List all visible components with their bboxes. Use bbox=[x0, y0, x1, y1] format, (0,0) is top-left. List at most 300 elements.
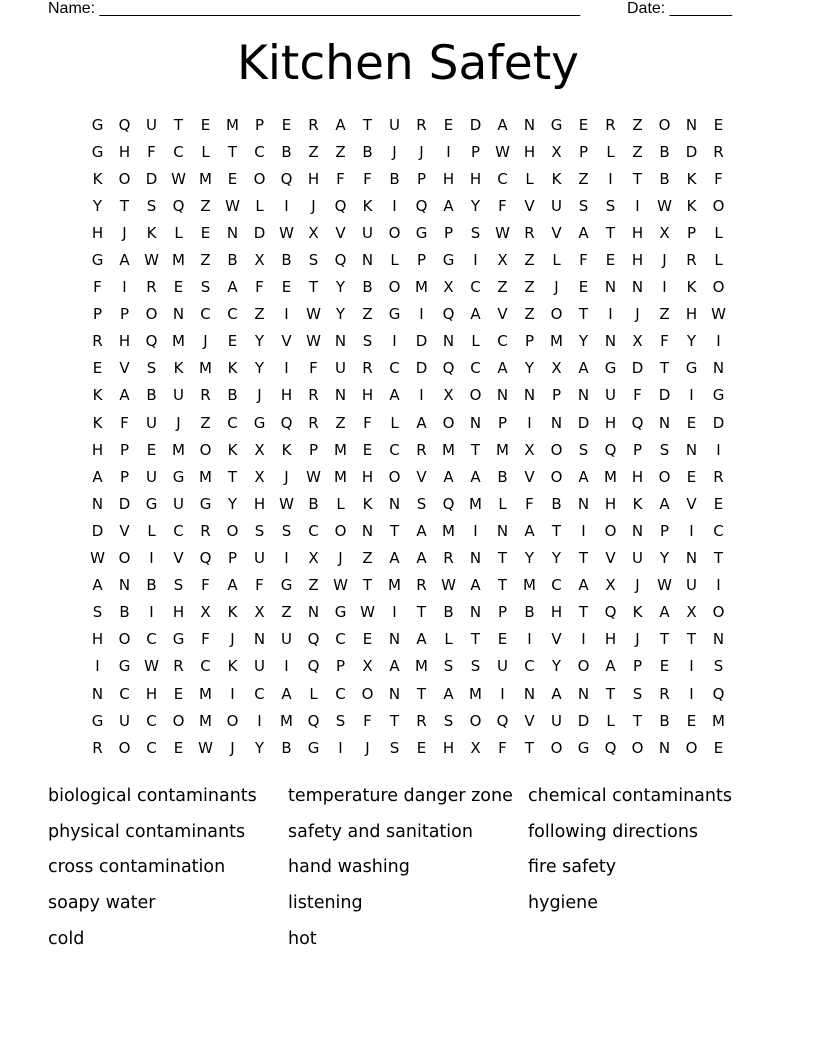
grid-letter: F bbox=[120, 413, 129, 432]
grid-letter: T bbox=[470, 630, 481, 649]
grid-letter: C bbox=[200, 657, 211, 676]
grid-letter: E bbox=[686, 467, 697, 486]
grid-letter: E bbox=[281, 278, 292, 297]
grid-letter: R bbox=[416, 440, 427, 459]
grid-letter: O bbox=[712, 196, 725, 215]
grid-letter: M bbox=[172, 440, 185, 459]
grid-letter: F bbox=[336, 169, 345, 188]
grid-letter: O bbox=[226, 521, 239, 540]
grid-letter: G bbox=[91, 251, 104, 270]
grid-letter: H bbox=[631, 223, 644, 242]
grid-letter: T bbox=[119, 196, 130, 215]
grid-letter: R bbox=[308, 413, 319, 432]
grid-letter: N bbox=[631, 278, 644, 297]
grid-letter: P bbox=[497, 603, 508, 622]
grid-letter: L bbox=[552, 251, 561, 270]
grid-letter: J bbox=[176, 413, 181, 432]
grid-letter: E bbox=[362, 630, 373, 649]
grid-letter: Y bbox=[686, 332, 697, 351]
grid-letter: A bbox=[416, 521, 427, 540]
grid-letter: X bbox=[470, 738, 481, 757]
word-bank-item: biological contaminants bbox=[48, 785, 257, 806]
grid-letter: Q bbox=[280, 169, 293, 188]
grid-letter: I bbox=[689, 386, 694, 405]
grid-letter: I bbox=[284, 549, 289, 568]
grid-letter: I bbox=[284, 359, 289, 378]
grid-letter: O bbox=[334, 521, 347, 540]
grid-letter: J bbox=[635, 576, 640, 595]
grid-letter: X bbox=[524, 440, 535, 459]
grid-letter: N bbox=[118, 576, 131, 595]
grid-letter: R bbox=[524, 223, 535, 242]
grid-letter: G bbox=[712, 386, 725, 405]
grid-letter: B bbox=[281, 251, 292, 270]
grid-letter: S bbox=[146, 359, 157, 378]
grid-letter: R bbox=[713, 142, 724, 161]
grid-letter: G bbox=[415, 223, 428, 242]
grid-letter: M bbox=[199, 684, 212, 703]
grid-letter: K bbox=[686, 278, 697, 297]
grid-letter: S bbox=[173, 576, 184, 595]
grid-letter: K bbox=[146, 223, 157, 242]
grid-letter: U bbox=[281, 630, 292, 649]
grid-letter: I bbox=[392, 196, 397, 215]
grid-letter: P bbox=[470, 142, 481, 161]
grid-letter: V bbox=[497, 305, 508, 324]
grid-letter: L bbox=[444, 630, 453, 649]
grid-letter: L bbox=[471, 332, 480, 351]
grid-letter: T bbox=[416, 684, 427, 703]
grid-letter: I bbox=[284, 657, 289, 676]
grid-letter: Y bbox=[659, 549, 670, 568]
grid-letter: G bbox=[604, 359, 617, 378]
grid-letter: L bbox=[714, 251, 723, 270]
grid-letter: N bbox=[604, 278, 617, 297]
grid-letter: Q bbox=[118, 115, 131, 134]
grid-letter: C bbox=[254, 142, 265, 161]
grid-letter: R bbox=[416, 115, 427, 134]
grid-letter: C bbox=[497, 169, 508, 188]
grid-letter: O bbox=[550, 440, 563, 459]
grid-letter: F bbox=[309, 359, 318, 378]
grid-letter: J bbox=[230, 738, 235, 757]
grid-letter: S bbox=[713, 657, 724, 676]
grid-letter: W bbox=[306, 332, 321, 351]
grid-letter: I bbox=[284, 305, 289, 324]
grid-letter: S bbox=[335, 711, 346, 730]
grid-letter: R bbox=[443, 549, 454, 568]
word-bank-item: hygiene bbox=[528, 893, 599, 914]
grid-letter: B bbox=[281, 142, 292, 161]
grid-letter: O bbox=[172, 711, 185, 730]
grid-letter: M bbox=[172, 251, 185, 270]
grid-letter: P bbox=[551, 386, 562, 405]
grid-letter: A bbox=[92, 576, 103, 595]
grid-letter: X bbox=[362, 657, 373, 676]
grid-letter: T bbox=[389, 521, 400, 540]
grid-letter: S bbox=[470, 223, 481, 242]
grid-letter: E bbox=[227, 332, 238, 351]
grid-letter: A bbox=[605, 657, 616, 676]
grid-letter: N bbox=[253, 630, 266, 649]
grid-letter: Y bbox=[335, 305, 346, 324]
grid-letter: K bbox=[362, 196, 373, 215]
grid-letter: H bbox=[604, 630, 617, 649]
grid-letter: B bbox=[659, 142, 670, 161]
grid-letter: O bbox=[388, 278, 401, 297]
grid-letter: C bbox=[470, 278, 481, 297]
grid-letter: U bbox=[686, 576, 697, 595]
grid-letter: W bbox=[657, 196, 672, 215]
grid-letter: O bbox=[442, 413, 455, 432]
grid-letter: P bbox=[416, 251, 427, 270]
grid-letter: E bbox=[659, 657, 670, 676]
grid-letter: A bbox=[416, 549, 427, 568]
grid-letter: C bbox=[173, 142, 184, 161]
grid-letter: X bbox=[200, 603, 211, 622]
grid-letter: N bbox=[577, 684, 590, 703]
grid-letter: U bbox=[551, 711, 562, 730]
grid-letter: M bbox=[469, 684, 482, 703]
grid-letter: N bbox=[91, 494, 104, 513]
grid-letter: P bbox=[335, 657, 346, 676]
grid-letter: Y bbox=[254, 738, 265, 757]
grid-letter: M bbox=[199, 467, 212, 486]
grid-letter: R bbox=[416, 711, 427, 730]
grid-letter: M bbox=[280, 711, 293, 730]
grid-letter: C bbox=[254, 684, 265, 703]
grid-letter: L bbox=[309, 684, 318, 703]
grid-letter: R bbox=[659, 684, 670, 703]
grid-letter: N bbox=[577, 494, 590, 513]
grid-letter: G bbox=[280, 576, 293, 595]
grid-letter: G bbox=[442, 251, 455, 270]
grid-letter: E bbox=[686, 413, 697, 432]
grid-letter: R bbox=[200, 386, 211, 405]
grid-letter: G bbox=[388, 305, 401, 324]
grid-letter: H bbox=[253, 494, 266, 513]
grid-letter: T bbox=[362, 115, 373, 134]
word-bank-item: temperature danger zone bbox=[288, 785, 513, 806]
grid-letter: J bbox=[257, 386, 262, 405]
grid-letter: R bbox=[92, 332, 103, 351]
grid-letter: Q bbox=[442, 305, 455, 324]
grid-letter: B bbox=[227, 386, 238, 405]
grid-letter: T bbox=[578, 549, 589, 568]
grid-letter: O bbox=[712, 278, 725, 297]
grid-letter: Z bbox=[659, 305, 670, 324]
grid-letter: I bbox=[689, 657, 694, 676]
grid-letter: F bbox=[255, 576, 264, 595]
grid-letter: G bbox=[307, 738, 320, 757]
grid-letter: S bbox=[281, 521, 292, 540]
grid-letter: H bbox=[604, 494, 617, 513]
grid-letter: I bbox=[419, 386, 424, 405]
grid-letter: X bbox=[443, 278, 454, 297]
grid-letter: E bbox=[713, 115, 724, 134]
grid-letter: A bbox=[389, 549, 400, 568]
grid-letter: C bbox=[335, 630, 346, 649]
grid-letter: B bbox=[362, 142, 373, 161]
grid-letter: S bbox=[362, 332, 373, 351]
grid-letter: X bbox=[659, 223, 670, 242]
grid-letter: D bbox=[577, 413, 590, 432]
grid-letter: J bbox=[554, 278, 559, 297]
grid-letter: Q bbox=[307, 711, 320, 730]
grid-letter: V bbox=[524, 467, 535, 486]
grid-letter: O bbox=[388, 467, 401, 486]
grid-letter: O bbox=[118, 738, 131, 757]
grid-letter: I bbox=[122, 278, 127, 297]
grid-letter: C bbox=[146, 738, 157, 757]
grid-letter: U bbox=[335, 359, 346, 378]
grid-letter: Q bbox=[442, 359, 455, 378]
grid-letter: F bbox=[201, 630, 210, 649]
grid-letter: S bbox=[470, 657, 481, 676]
grid-letter: I bbox=[230, 684, 235, 703]
grid-letter: Y bbox=[254, 359, 265, 378]
grid-letter: H bbox=[91, 223, 104, 242]
grid-letter: Y bbox=[524, 359, 535, 378]
grid-letter: T bbox=[227, 142, 238, 161]
grid-letter: W bbox=[657, 576, 672, 595]
grid-letter: P bbox=[497, 413, 508, 432]
grid-letter: B bbox=[308, 494, 319, 513]
grid-letter: Z bbox=[632, 115, 643, 134]
page-title: Kitchen Safety bbox=[237, 36, 579, 91]
grid-letter: T bbox=[605, 684, 616, 703]
grid-letter: P bbox=[92, 305, 103, 324]
grid-letter: W bbox=[279, 223, 294, 242]
grid-letter: A bbox=[578, 359, 589, 378]
grid-letter: S bbox=[632, 684, 643, 703]
grid-letter: J bbox=[284, 467, 289, 486]
grid-letter: H bbox=[91, 630, 104, 649]
grid-letter: X bbox=[308, 223, 319, 242]
grid-letter: I bbox=[95, 657, 100, 676]
grid-letter: P bbox=[308, 440, 319, 459]
grid-letter: K bbox=[92, 169, 103, 188]
grid-letter: O bbox=[550, 305, 563, 324]
name-field-label: Name: ______________________________________________________ bbox=[48, 0, 581, 17]
grid-letter: Z bbox=[308, 576, 319, 595]
grid-letter: O bbox=[712, 603, 725, 622]
grid-letter: E bbox=[578, 115, 589, 134]
grid-letter: I bbox=[662, 278, 667, 297]
grid-letter: K bbox=[551, 169, 562, 188]
grid-letter: A bbox=[497, 359, 508, 378]
grid-letter: S bbox=[659, 440, 670, 459]
grid-letter: A bbox=[470, 305, 481, 324]
word-bank-item: hot bbox=[288, 929, 317, 950]
grid-letter: Q bbox=[307, 630, 320, 649]
grid-letter: C bbox=[308, 521, 319, 540]
grid-letter: A bbox=[578, 223, 589, 242]
grid-letter: K bbox=[281, 440, 292, 459]
grid-letter: T bbox=[605, 223, 616, 242]
grid-letter: Y bbox=[551, 657, 562, 676]
grid-letter: N bbox=[712, 630, 725, 649]
grid-letter: Q bbox=[604, 738, 617, 757]
grid-letter: I bbox=[419, 305, 424, 324]
grid-letter: F bbox=[660, 332, 669, 351]
grid-letter: X bbox=[254, 251, 265, 270]
word-bank-item: safety and sanitation bbox=[288, 821, 473, 842]
grid-letter: T bbox=[524, 738, 535, 757]
grid-letter: C bbox=[119, 684, 130, 703]
grid-letter: S bbox=[146, 196, 157, 215]
grid-letter: N bbox=[91, 684, 104, 703]
grid-letter: L bbox=[498, 494, 507, 513]
grid-letter: C bbox=[524, 657, 535, 676]
grid-letter: A bbox=[416, 413, 427, 432]
grid-letter: A bbox=[281, 684, 292, 703]
grid-letter: E bbox=[200, 223, 211, 242]
grid-letter: M bbox=[469, 494, 482, 513]
grid-letter: U bbox=[254, 549, 265, 568]
grid-letter: Q bbox=[712, 684, 725, 703]
grid-letter: P bbox=[524, 332, 535, 351]
grid-letter: W bbox=[144, 657, 159, 676]
grid-letter: D bbox=[577, 711, 590, 730]
grid-letter: X bbox=[254, 467, 265, 486]
grid-letter: M bbox=[199, 169, 212, 188]
grid-letter: Z bbox=[335, 142, 346, 161]
grid-letter: V bbox=[281, 332, 292, 351]
grid-letter: U bbox=[551, 196, 562, 215]
grid-letter: K bbox=[686, 196, 697, 215]
grid-letter: J bbox=[635, 630, 640, 649]
grid-letter: R bbox=[362, 359, 373, 378]
grid-letter: S bbox=[254, 521, 265, 540]
grid-letter: O bbox=[631, 738, 644, 757]
grid-letter: C bbox=[200, 305, 211, 324]
grid-letter: Q bbox=[334, 251, 347, 270]
grid-letter: P bbox=[254, 115, 265, 134]
grid-letter: R bbox=[308, 115, 319, 134]
grid-letter: X bbox=[632, 332, 643, 351]
grid-letter: Y bbox=[524, 549, 535, 568]
grid-letter: K bbox=[227, 359, 238, 378]
grid-letter: H bbox=[442, 169, 455, 188]
grid-letter: F bbox=[525, 494, 534, 513]
grid-letter: N bbox=[523, 115, 536, 134]
grid-letter: H bbox=[631, 467, 644, 486]
grid-letter: M bbox=[523, 576, 536, 595]
grid-letter: T bbox=[632, 169, 643, 188]
grid-letter: M bbox=[496, 440, 509, 459]
grid-letter: A bbox=[227, 278, 238, 297]
grid-letter: V bbox=[416, 467, 427, 486]
grid-letter: D bbox=[631, 359, 644, 378]
grid-letter: D bbox=[415, 359, 428, 378]
grid-letter: Y bbox=[551, 549, 562, 568]
grid-letter: C bbox=[389, 440, 400, 459]
grid-letter: I bbox=[581, 630, 586, 649]
grid-letter: Z bbox=[362, 305, 373, 324]
grid-letter: B bbox=[389, 169, 400, 188]
grid-letter: T bbox=[308, 278, 319, 297]
grid-letter: G bbox=[550, 115, 563, 134]
grid-letter: U bbox=[173, 494, 184, 513]
grid-letter: W bbox=[90, 549, 105, 568]
grid-letter: H bbox=[145, 684, 158, 703]
grid-letter: E bbox=[227, 169, 238, 188]
grid-letter: O bbox=[469, 386, 482, 405]
grid-letter: Q bbox=[496, 711, 509, 730]
grid-letter: C bbox=[389, 359, 400, 378]
grid-letter: E bbox=[713, 494, 724, 513]
grid-letter: A bbox=[659, 494, 670, 513]
grid-letter: A bbox=[389, 657, 400, 676]
grid-letter: G bbox=[172, 630, 185, 649]
grid-letter: R bbox=[713, 467, 724, 486]
grid-letter: F bbox=[498, 738, 507, 757]
grid-letter: I bbox=[500, 684, 505, 703]
grid-letter: Y bbox=[578, 332, 589, 351]
grid-letter: O bbox=[658, 467, 671, 486]
grid-letter: A bbox=[659, 603, 670, 622]
grid-letter: B bbox=[281, 738, 292, 757]
grid-letter: O bbox=[388, 223, 401, 242]
grid-letter: A bbox=[578, 467, 589, 486]
grid-letter: B bbox=[497, 467, 508, 486]
grid-letter: U bbox=[173, 386, 184, 405]
grid-letter: T bbox=[578, 603, 589, 622]
grid-letter: W bbox=[306, 305, 321, 324]
grid-letter: H bbox=[172, 603, 185, 622]
grid-letter: N bbox=[658, 738, 671, 757]
grid-letter: N bbox=[442, 332, 455, 351]
grid-letter: C bbox=[146, 630, 157, 649]
grid-letter: B bbox=[443, 603, 454, 622]
grid-letter: C bbox=[470, 359, 481, 378]
grid-letter: X bbox=[551, 359, 562, 378]
grid-letter: A bbox=[551, 684, 562, 703]
grid-letter: E bbox=[362, 440, 373, 459]
grid-letter: I bbox=[392, 332, 397, 351]
grid-letter: N bbox=[685, 440, 698, 459]
grid-letter: K bbox=[173, 359, 184, 378]
grid-letter: T bbox=[578, 305, 589, 324]
grid-letter: K bbox=[92, 413, 103, 432]
grid-letter: P bbox=[659, 521, 670, 540]
grid-letter: T bbox=[713, 549, 724, 568]
grid-letter: I bbox=[149, 603, 154, 622]
grid-letter: Q bbox=[442, 494, 455, 513]
grid-letter: W bbox=[171, 169, 186, 188]
grid-letter: Z bbox=[308, 142, 319, 161]
grid-letter: L bbox=[147, 521, 156, 540]
grid-letter: E bbox=[605, 251, 616, 270]
grid-letter: N bbox=[361, 251, 374, 270]
grid-letter: T bbox=[389, 711, 400, 730]
grid-letter: C bbox=[227, 413, 238, 432]
grid-letter: N bbox=[685, 115, 698, 134]
grid-letter: R bbox=[200, 521, 211, 540]
grid-letter: N bbox=[388, 684, 401, 703]
grid-letter: M bbox=[334, 467, 347, 486]
grid-letter: I bbox=[608, 305, 613, 324]
grid-letter: Z bbox=[362, 549, 373, 568]
grid-letter: Z bbox=[578, 169, 589, 188]
word-bank-item: soapy water bbox=[48, 893, 156, 914]
grid-letter: U bbox=[146, 115, 157, 134]
grid-letter: E bbox=[497, 630, 508, 649]
grid-letter: F bbox=[633, 386, 642, 405]
grid-letter: N bbox=[577, 386, 590, 405]
grid-letter: B bbox=[119, 603, 130, 622]
